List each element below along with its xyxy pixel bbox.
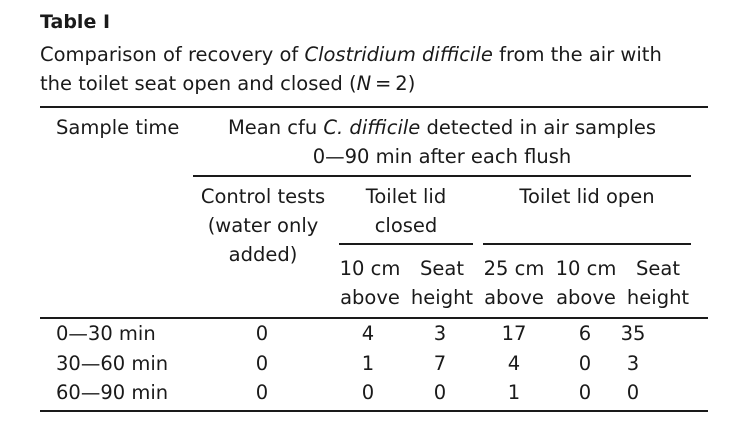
subheader-open-seat-line-2: height (626, 286, 690, 309)
cell-r3-open-10cm: 0 (578, 381, 592, 404)
caption-species: Clostridium difficile (304, 43, 493, 66)
lid-closed-rule (339, 243, 473, 245)
header-lid-open: Toilet lid open (519, 185, 655, 208)
cell-r1-open-25cm: 17 (501, 322, 527, 345)
subheader-open-10cm-line-2: above (556, 286, 616, 309)
cell-r1-closed-seat: 3 (433, 322, 447, 345)
header-span-line-2: 0—90 min after each flush (312, 145, 572, 168)
header-rule (40, 317, 708, 319)
header-control-line-3: added) (228, 243, 298, 266)
subheader-open-10cm-line-1: 10 cm (555, 257, 617, 280)
subheader-open-25cm-line-1: 25 cm (483, 257, 545, 280)
caption-text: the toilet seat open and closed ( (40, 72, 357, 95)
caption-text: Comparison of recovery of (40, 43, 305, 66)
subheader-closed-10cm-line-2: above (340, 286, 400, 309)
subheader-closed-seat-line-2: height (410, 286, 474, 309)
subheader-closed-seat-line-1: Seat (420, 257, 464, 280)
subheader-closed-10cm-line-1: 10 cm (339, 257, 401, 280)
cell-r1-control: 0 (255, 322, 269, 345)
cell-r2-control: 0 (255, 352, 269, 375)
header-span-line-1 (193, 116, 691, 140)
header-species: C. difficile (323, 116, 421, 139)
bottom-rule (40, 410, 708, 412)
header-sample-time: Sample time (56, 116, 180, 139)
lid-open-rule (483, 243, 691, 245)
top-rule (40, 106, 708, 108)
cell-r3-closed-seat: 0 (433, 381, 447, 404)
subheader-open-seat-line-1: Seat (636, 257, 680, 280)
caption-text: from the air with (492, 43, 662, 66)
header-control-line-2: (water only (207, 214, 319, 237)
cell-r1-open-10cm: 6 (578, 322, 592, 345)
cell-r3-open-25cm: 1 (507, 381, 521, 404)
caption-n: N (356, 72, 372, 95)
row-time-1: 0—30 min (56, 322, 156, 345)
group-rule (193, 175, 691, 177)
row-time-3: 60—90 min (56, 381, 169, 404)
subheader-open-25cm-line-2: above (484, 286, 544, 309)
table-caption-line-2 (40, 72, 415, 96)
cell-r2-closed-10cm: 1 (361, 352, 375, 375)
cell-r1-closed-10cm: 4 (361, 322, 375, 345)
cell-r2-open-seat: 3 (626, 352, 640, 375)
header-lid-closed-line-2: closed (374, 214, 438, 237)
cell-r1-open-seat: 35 (620, 322, 646, 345)
cell-r3-closed-10cm: 0 (361, 381, 375, 404)
cell-r2-open-10cm: 0 (578, 352, 592, 375)
header-lid-closed-line-1: Toilet lid (365, 185, 447, 208)
cell-r3-open-seat: 0 (626, 381, 640, 404)
caption-text: = 2) (371, 72, 416, 95)
table-caption-line-1 (40, 43, 662, 67)
cell-r2-open-25cm: 4 (507, 352, 521, 375)
row-time-2: 30—60 min (56, 352, 169, 375)
header-span-text: Mean cfu (227, 116, 324, 139)
cell-r2-closed-seat: 7 (433, 352, 447, 375)
cell-r3-control: 0 (255, 381, 269, 404)
header-span-text: detected in air samples (420, 116, 657, 139)
table-label: Table I (40, 11, 111, 33)
header-control-line-1: Control tests (200, 185, 326, 208)
